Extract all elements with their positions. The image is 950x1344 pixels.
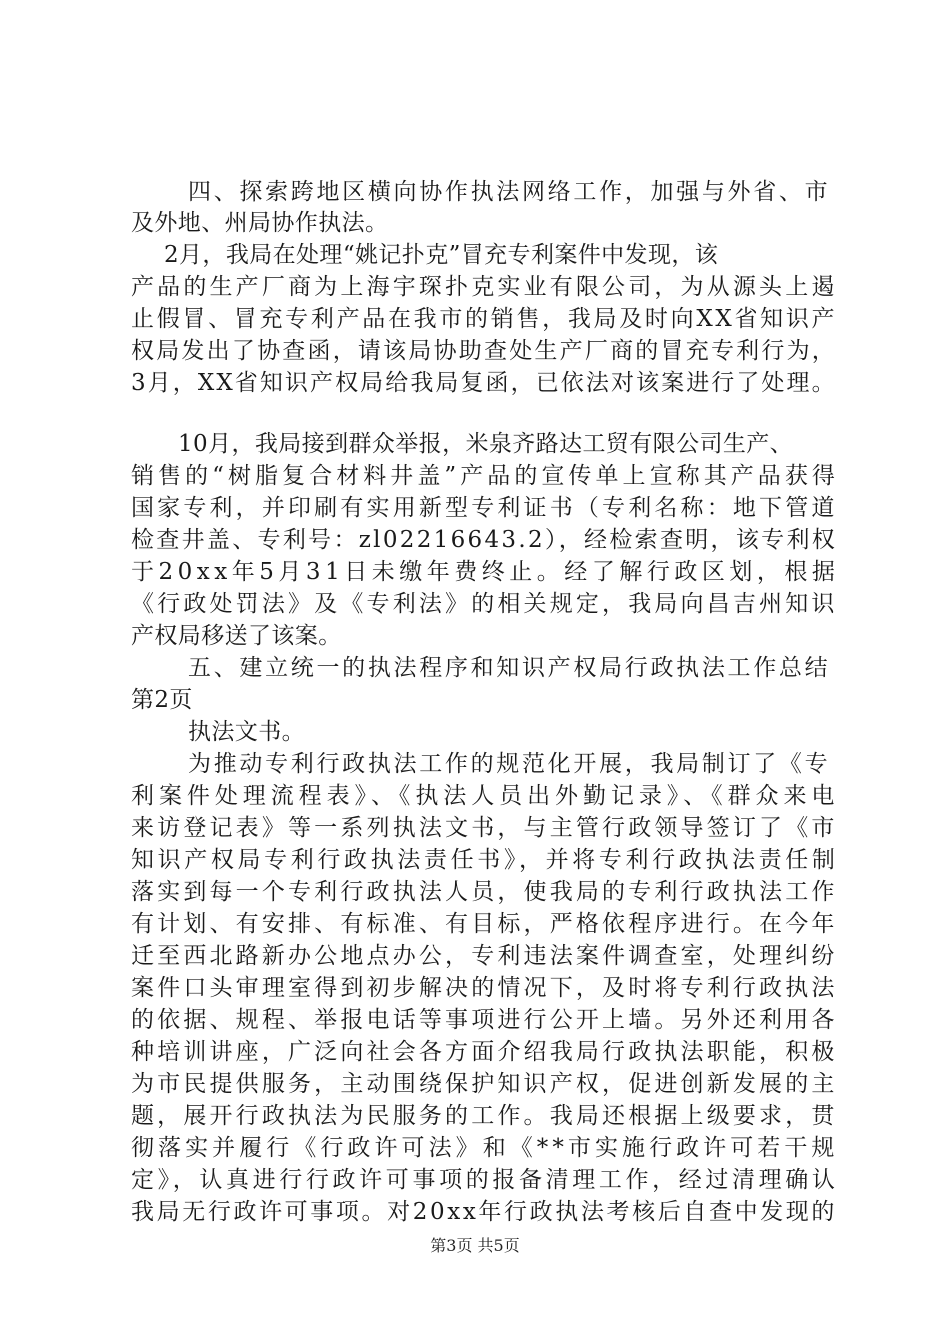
text-line: 执法文书。 <box>188 719 305 745</box>
text-line: 迁至西北路新办公地点办公，专利违法案件调查室，处理纠纷 <box>131 943 838 969</box>
page-footer: 第3页 共5页 <box>430 1236 520 1255</box>
text-line: 落实到每一个专利行政执法人员，使我局的专利行政执法工作 <box>131 879 838 905</box>
text-line: 2月，我局在处理“姚记扑克”冒充专利案件中发现，该 <box>164 242 719 268</box>
text-line: 止假冒、冒充专利产品在我市的销售，我局及时向XX省知识产 <box>131 306 838 332</box>
text-line: 四、探索跨地区横向协作执法网络工作，加强与外省、市 <box>188 179 831 205</box>
text-line: 销售的“树脂复合材料井盖”产品的宣传单上宣称其产品获得 <box>131 463 839 489</box>
text-line: 来访登记表》等一系列执法文书，与主管行政领导签订了《市 <box>131 815 838 841</box>
text-line: 有计划、有安排、有标准、有目标，严格依程序进行。在今年 <box>131 911 838 937</box>
text-line: 的依据、规程、举报电话等事项进行公开上墙。另外还利用各 <box>131 1007 838 1033</box>
text-line: 案件口头审理室得到初步解决的情况下，及时将专利行政执法 <box>131 975 838 1001</box>
text-line: 及外地、州局协作执法。 <box>131 210 389 236</box>
text-line: 《行政处罚法》及《专利法》的相关规定，我局向昌吉州知识 <box>131 591 838 617</box>
text-line: 种培训讲座，广泛向社会各方面介绍我局行政执法职能，积极 <box>131 1039 838 1065</box>
text-line: 权局发出了协查函，请该局协助查处生产厂商的冒充专利行为， <box>131 338 838 364</box>
text-line: 知识产权局专利行政执法责任书》，并将专利行政执法责任制 <box>131 847 839 873</box>
text-line: 利案件处理流程表》、《执法人员出外勤记录》、《群众来电 <box>131 783 840 809</box>
text-line: 产品的生产厂商为上海宇琛扑克实业有限公司，为从源头上遏 <box>131 274 838 300</box>
text-line: 第2页 <box>131 687 193 713</box>
text-line: 为推动专利行政执法工作的规范化开展，我局制订了《专 <box>188 751 831 777</box>
text-line: 题，展开行政执法为民服务的工作。我局还根据上级要求，贯 <box>131 1103 838 1129</box>
text-line: 检查井盖、专利号：zl02216643.2），经检索查明，该专利权 <box>131 527 838 553</box>
text-line: 我局无行政许可事项。对20xx年行政执法考核后自查中发现的 <box>131 1199 838 1225</box>
text-line: 10月，我局接到群众举报，米泉齐路达工贸有限公司生产、 <box>178 431 794 457</box>
text-line: 国家专利，并印刷有实用新型专利证书（专利名称：地下管道 <box>131 495 838 521</box>
text-line: 产权局移送了该案。 <box>131 623 342 649</box>
text-line: 五、建立统一的执法程序和知识产权局行政执法工作总结 <box>188 655 831 681</box>
text-line: 彻落实并履行《行政许可法》和《**市实施行政许可若干规 <box>131 1135 839 1161</box>
text-line: 3月，XX省知识产权局给我局复函，已依法对该案进行了处理。 <box>131 370 837 396</box>
text-line: 为市民提供服务，主动围绕保护知识产权，促进创新发展的主 <box>131 1071 838 1097</box>
text-line: 于20xx年5月31日未缴年费终止。经了解行政区划，根据 <box>131 559 840 585</box>
text-line: 定》，认真进行行政许可事项的报备清理工作，经过清理确认 <box>131 1167 839 1193</box>
